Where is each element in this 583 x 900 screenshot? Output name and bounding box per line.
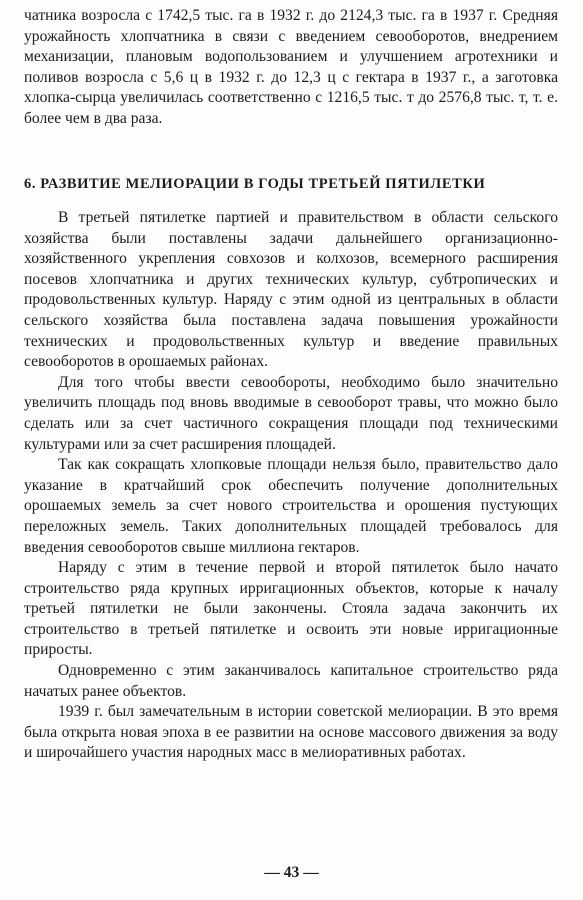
text-block-body: [24, 208, 558, 764]
paragraph: Одновременно с этим заканчивалось капитальное строительство ряда начатых ранее объектов.: [24, 662, 558, 700]
paragraph: Так как сокращать хлопковые площади нельзя было, правительство дало указание в кратчайший срок обеспечить получение дополнительных орошаемых земель за счет нового строительства и орошения пустующих переложных земель. Таких дополнительных площадей требовалось для введения севооборотов свыше миллиона гектаров.: [24, 456, 558, 556]
section-heading: 6. РАЗВИТИЕ МЕЛИОРАЦИИ В ГОДЫ ТРЕТЬЕЙ ПЯТИЛЕТКИ: [24, 176, 486, 192]
page-number: — 43 —: [264, 864, 319, 881]
text-block-top: [24, 6, 558, 130]
paragraph: Наряду с этим в течение первой и второй пятилеток было начато строительство ряда крупных ирригационных объектов, которые к началу третьей пятилетки не были закончены. Стояла задача закончить их строительство в третьей пятилетке и освоить эти новые ирригационные приросты.: [24, 559, 558, 659]
paragraph: Для того чтобы ввести севообороты, необходимо было значительно увеличить площадь под вновь вводимые в севооборот травы, что можно было сделать или за счет частичного сокращения площади под техническими культурами или за счет расширения площадей.: [24, 373, 558, 453]
paragraph-continuation: чатника возросла с 1742,5 тыс. га в 1932 г. до 2124,3 тыс. га в 1937 г. Средняя урожайность хлопчатника в связи с введением севооборотов, внедрением механизации, плановым водопользованием и улучшением агротехники и поливов возросла с 5,6 ц в 1932 г. до 12,3 ц с гектара в 1937 г., а заготовка хлопка-сырца увеличилась соответственно с 1216,5 тыс. т до 2576,8 тыс. т, т. е. более чем в два раза.: [24, 7, 558, 127]
paragraph: 1939 г. был замечательным в истории советской мелиорации. В это время была открыта новая эпоха в ее развитии на основе массового движения за воду и широчайшего участия народных масс в мелиоративных работах.: [24, 703, 558, 762]
paragraph: В третьей пятилетке партией и правительством в области сельского хозяйства были поставлены задачи дальнейшего организационно-хозяйственного укрепления совхозов и колхозов, всемерного расширения посевов хлопчатника и других технических культур, субтропических и продовольственных культур. Наряду с этим одной из центральных в области сельского хозяйства была поставлена задача повышения урожайности технических и продовольственных культур и введение правильных севооборотов в орошаемых районах.: [24, 209, 558, 371]
